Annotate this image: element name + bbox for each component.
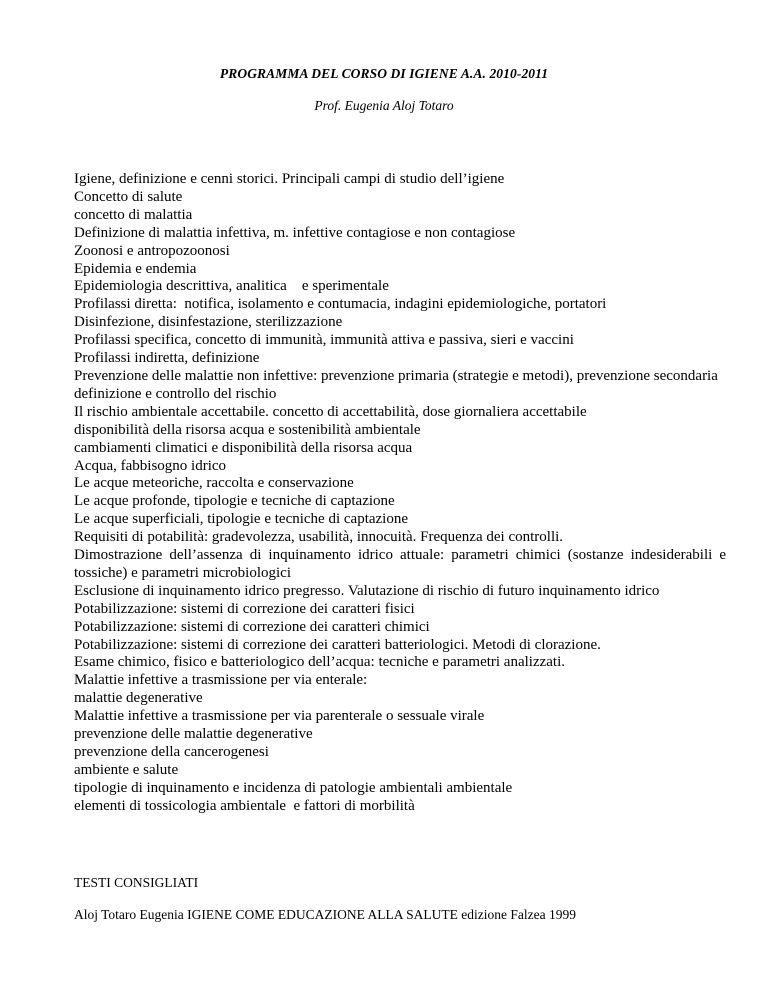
topic-list [74,171,730,816]
references-heading: TESTI CONSIGLIATI [74,875,199,890]
topic-item: Potabilizzazione: sistemi di correzione dei caratteri batteriologici. Metodi di clorazione. [74,636,601,653]
topic-item: Il rischio ambientale accettabile. concetto di accettabilità, dose giornaliera accettabile [74,403,587,420]
topic-item: Requisiti di potabilità: gradevolezza, usabilità, innocuità. Frequenza dei controlli. [74,529,564,546]
topic-item: Le acque profonde, tipologie e tecniche di captazione [74,493,395,510]
topic-item: Profilassi specifica, concetto di immunità, immunità attiva e passiva, sieri e vaccini [74,332,574,349]
topic-item: Concetto di salute [74,188,183,205]
topic-item: disponibilità della risorsa acqua e sostenibilità ambientale [74,421,421,438]
author-line: Prof. Eugenia Aloj Totaro [314,98,454,113]
reference-item: Aloj Totaro Eugenia IGIENE COME EDUCAZIONE ALLA SALUTE edizione Falzea 1999 [74,907,576,922]
topic-item: Malattie infettive a trasmissione per via enterale: [74,672,368,689]
topic-item: cambiamenti climatici e disponibilità della risorsa acqua [74,439,413,456]
topic-item: Acqua, fabbisogno idrico [74,457,227,474]
topic-item: Potabilizzazione: sistemi di correzione dei caratteri chimici [74,618,430,635]
topic-item: prevenzione delle malattie degenerative [74,726,313,743]
topic-item: Epidemiologia descrittiva, analitica e sperimentale [74,278,389,295]
topic-item: Le acque meteoriche, raccolta e conservazione [74,475,354,492]
topic-item: concetto di malattia [74,206,193,223]
topic-item: Epidemia e endemia [74,260,197,277]
topic-item: elementi di tossicologia ambientale e fattori di morbilità [74,797,415,814]
topic-item: Potabilizzazione: sistemi di correzione dei caratteri fisici [74,600,415,617]
topic-item: Prevenzione delle malattie non infettive: prevenzione primaria (strategie e metodi), prevenzione secondaria [74,367,718,384]
document-title: PROGRAMMA DEL CORSO DI IGIENE A.A. 2010-2011 [219,66,549,81]
topic-item: Igiene, definizione e cenni storici. Principali campi di studio dell’igiene [74,171,505,187]
topic-item: prevenzione della cancerogenesi [74,744,269,760]
topic-item: Le acque superficiali, tipologie e tecniche di captazione [74,511,409,528]
topic-item: Definizione di malattia infettiva, m. infettive contagiose e non contagiose [74,224,516,241]
topic-item: Esclusione di inquinamento idrico pregresso. Valutazione di rischio di futuro inquinamento idrico [74,582,660,599]
topic-item: Disinfezione, disinfestazione, sterilizzazione [74,314,343,331]
topic-item: tipologie di inquinamento e incidenza di patologie ambientali ambientale [74,779,513,796]
topic-item: malattie degenerative [74,690,203,707]
topic-item: Zoonosi e antropozoonosi [74,242,230,259]
topic-item: ambiente e salute [74,761,179,778]
topic-item: Esame chimico, fisico e batteriologico dell’acqua: tecniche e parametri analizzati. [74,654,566,671]
topic-item: Profilassi indiretta, definizione [74,350,260,367]
topic-item: definizione e controllo del rischio [74,385,277,402]
topic-item: Dimostrazione dell’assenza di inquinamento idrico attuale: parametri chimici (sostanze indesiderabili e tossiche) e parametri microbiologici [74,547,730,581]
topic-item: Profilassi diretta: notifica, isolamento e contumacia, indagini epidemiologiche, portatori [74,296,607,313]
topic-item: Malattie infettive a trasmissione per via parenterale o sessuale virale [74,708,485,725]
